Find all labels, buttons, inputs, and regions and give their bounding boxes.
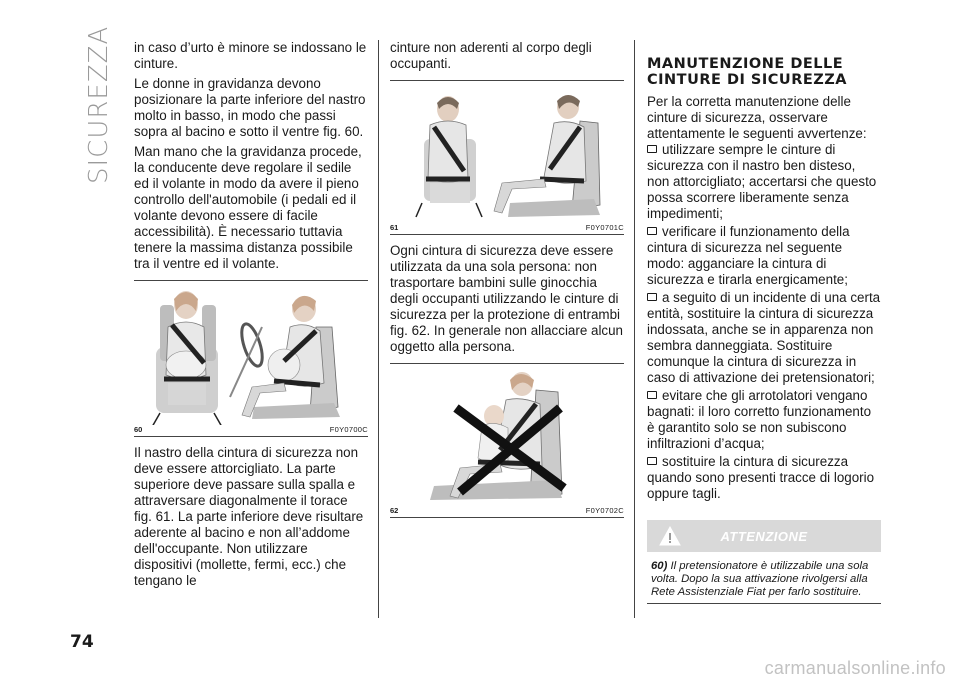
checkbox-bullet-icon: [647, 293, 657, 301]
figure-number: 62: [390, 506, 399, 515]
paragraph: Man mano che la gravidanza procede, la conducente deve regolare il sedile ed il volante in modo da avere il pieno controllo dell'automobile (i pedali ed il volante devono essere di facile accessibilità). È necessario tuttavia tenere la massima distanza possibile tra il ventre ed il volante.: [134, 144, 362, 271]
figure-61: [390, 87, 624, 235]
paragraph: Ogni cintura di sicurezza deve essere utilizzata da una sola persona: non trasportare bambini sulle ginocchia degli occupanti utilizzando le cinture di sicurezza per la protezione di entrambi fig. 62. In generale non allacciare alcun oggetto alla persona.: [390, 243, 624, 354]
list-item: evitare che gli arrotolatori vengano bagnati: il loro corretto funzionamento è garantito solo se non subiscono infiltrazioni d’acqua;: [647, 388, 872, 451]
checkbox-bullet-icon: [647, 391, 657, 399]
warning-triangle-icon: [659, 526, 681, 546]
column-3: [647, 40, 881, 604]
paragraph: in caso d’urto è minore se indossano le cinture.: [134, 40, 367, 71]
warning-header: [647, 520, 881, 552]
section-side-title: SICUREZZA: [84, 25, 114, 184]
list-item: verificare il funzionamento della cintura di sicurezza nel seguente modo: agganciare la cintura di sicurezza e tirarla energicamente;: [647, 224, 850, 287]
warning-box: [647, 520, 881, 604]
figure-code: F0Y0700C: [329, 425, 368, 434]
correct-belt-position-illustration: [390, 87, 624, 223]
page-number: 74: [70, 632, 94, 652]
figure-number: 60: [134, 425, 143, 434]
list-item: a seguito di un incidente di una certa entità, sostituire la cintura di sicurezza indossata, anche se in apparenza non sembra danneggiata. Sostituire comunque la cintura di sicurezza in caso di attivazione dei pretensionatori;: [647, 290, 881, 385]
checkbox-bullet-icon: [647, 457, 657, 465]
checkbox-bullet-icon: [647, 145, 657, 153]
column-2: [390, 40, 624, 526]
warning-number: 60): [651, 560, 668, 572]
paragraph: cinture non aderenti al corpo degli occupanti.: [390, 40, 592, 71]
figure-top-rule: [390, 363, 624, 364]
paragraph: Il nastro della cintura di sicurezza non deve essere attorcigliato. La parte superiore deve passare sulla spalla e attraversare diagonalmente il torace fig. 61. La parte inferiore deve risultare aderente al bacino e non all’addome dell'occupante. Non utilizzare dispositivi (mollette, fermi, ecc.) che tengano le: [134, 445, 364, 588]
figure-60: [134, 287, 368, 437]
figure-code: F0Y0702C: [585, 506, 624, 515]
maintenance-list: [647, 142, 881, 502]
section-heading: MANUTENZIONE DELLE CINTURE DI SICUREZZA: [647, 56, 848, 88]
list-item: sostituire la cintura di sicurezza quando sono presenti tracce di logorio oppure tagli.: [647, 454, 875, 501]
list-item: utilizzare sempre le cinture di sicurezza con il nastro ben disteso, non attorcigliato; accertarsi che questo possa scorrere liberamente senza impedimenti;: [647, 142, 877, 221]
warning-title: ATTENZIONE: [720, 528, 808, 544]
figure-top-rule: [390, 80, 624, 81]
figure-caption: [390, 506, 624, 518]
paragraph: Per la corretta manutenzione delle cinture di sicurezza, osservare attentamente le seguenti avvertenze:: [647, 94, 867, 141]
column-divider: [634, 40, 635, 618]
figure-62: [390, 370, 624, 518]
paragraph: Le donne in gravidanza devono posizionare la parte inferiore del nastro molto in basso, in modo che passi sopra al bacino e sotto il ventre fig. 60.: [134, 76, 366, 139]
warning-text: 60) Il pretensionatore è utilizzabile una sola volta. Dopo la sua attivazione rivolgersi alla Rete Assistenziale Fiat per farlo sostituire.: [651, 560, 869, 598]
figure-caption: [390, 223, 624, 235]
checkbox-bullet-icon: [647, 227, 657, 235]
figure-caption: [134, 425, 368, 437]
figure-number: 61: [390, 223, 399, 232]
figure-code: F0Y0701C: [585, 223, 624, 232]
child-on-lap-prohibited-illustration: [390, 370, 624, 506]
figure-top-rule: [134, 280, 368, 281]
watermark: carmanualsonline.info: [764, 658, 946, 678]
pregnant-seatbelt-illustration: [134, 287, 368, 425]
column-divider: [378, 40, 379, 618]
column-1: [134, 40, 368, 593]
